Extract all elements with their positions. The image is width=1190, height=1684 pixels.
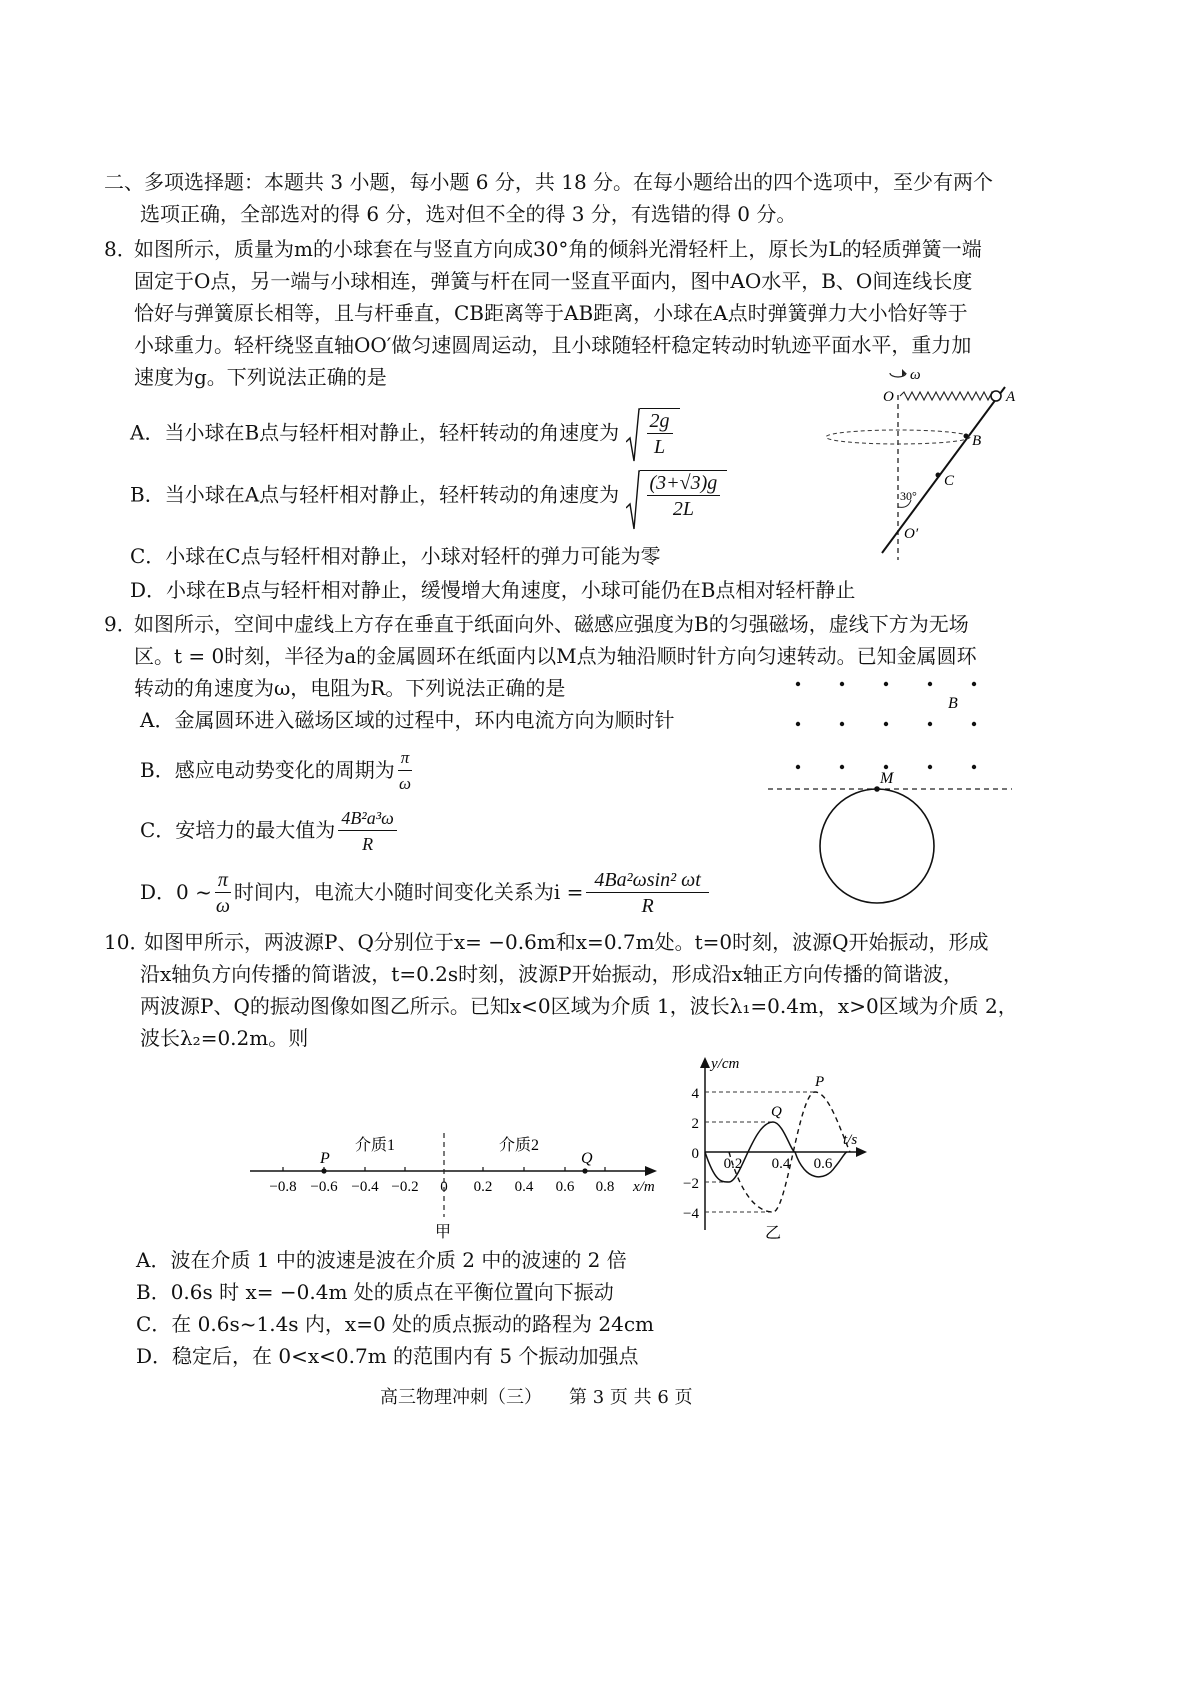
q8-figure [820, 355, 1050, 565]
page-footer: 高三物理冲刺（三） 第 3 页 共 6 页 [380, 1387, 693, 1408]
label-o: O [883, 389, 894, 405]
y-axis-arrow-icon [700, 1057, 710, 1068]
label-c: C [944, 473, 955, 489]
q9-option-c-text: C．安培力的最大值为 [140, 818, 336, 842]
spring [900, 392, 1000, 400]
q9-option-a: A．金属圆环进入磁场区域的过程中，环内电流方向为顺时针 [140, 708, 675, 732]
y-axis-unit: y/cm [711, 1056, 740, 1072]
slanted-rod [882, 387, 1005, 553]
q8-stem-line: 固定于O点，另一端与小球相连，弹簧与杆在同一竖直平面内，图中AO水平，B、O间连线长度 [134, 269, 973, 293]
label-o-prime: O′ [904, 526, 919, 542]
q10-stem-line: 两波源P、Q的振动图像如图乙所示。已知x<0区域为介质 1，波长λ₁=0.4m，x>0区域为介质 2， [140, 994, 1018, 1018]
q9-stem-line: 区。t = 0时刻，半径为a的金属圆环在纸面内以M点为轴沿顺时针方向匀速转动。已知金属圆环 [134, 644, 977, 668]
y-tick: 4 [691, 1086, 699, 1102]
q10-option-d: D．稳定后，在 0<x<0.7m 的范围内有 5 个振动加强点 [136, 1344, 639, 1368]
q10-number: 10． [104, 930, 150, 954]
q9-option-d-pre: D．0 ~ [140, 880, 212, 904]
q8-option-b [130, 470, 727, 522]
point-b [964, 434, 969, 439]
radical-sign [626, 470, 640, 530]
q10-stem-line: 沿x轴负方向传播的简谐波，t=0.2s时刻，波源P开始振动，形成沿x轴正方向传播的简谐波， [140, 962, 963, 986]
tick-label: 0.2 [473, 1179, 493, 1195]
t-axis-unit: t/s [843, 1132, 858, 1148]
tick-label: −0.2 [391, 1179, 419, 1195]
q8-option-c: C．小球在C点与轻杆相对静止，小球对轻杆的弹力可能为零 [130, 544, 661, 568]
q9-stem-line: 转动的角速度为ω，电阻为R。下列说法正确的是 [134, 676, 566, 700]
label-q: Q [581, 1150, 593, 1167]
omega-label: ω [910, 367, 921, 383]
q9-option-c-num: 4B²a³ω [338, 806, 397, 831]
q8-option-a [130, 408, 680, 460]
metal-ring [820, 789, 934, 903]
y-tick: −4 [683, 1206, 699, 1222]
q9-option-d-den: R [641, 895, 654, 917]
q9-option-b-num: π [398, 746, 413, 771]
label-a: A [1006, 389, 1016, 405]
source-p [321, 1168, 326, 1173]
radical-sign [626, 408, 640, 462]
x-axis-arrow-icon [645, 1166, 657, 1176]
q9-option-d-num: 4Ba²ωsin² ωt [586, 868, 708, 893]
tick-label: −0.8 [269, 1179, 297, 1195]
label-medium-1: 介质1 [355, 1137, 396, 1154]
tick-label: 0 [440, 1179, 448, 1195]
label-q: Q [771, 1104, 782, 1120]
q8-option-d: D．小球在B点与轻杆相对静止，缓慢增大角速度，小球可能仍在B点相对轻杆静止 [130, 578, 856, 602]
q9-option-d-t-num: π [215, 868, 231, 893]
q8-option-a-sqrt [626, 408, 680, 460]
q9-option-d-t-den: ω [215, 895, 230, 917]
section-title-line1: 二、多项选择题：本题共 3 小题，每小题 6 分，共 18 分。在每小题给出的四个选项中，至少有两个 [104, 170, 994, 194]
angle-label: 30° [900, 489, 917, 503]
label-p: P [320, 1150, 330, 1167]
q8-stem-line: 小球重力。轻杆绕竖直轴OO′做匀速圆周运动，且小球随轻杆稳定转动时轨迹平面水平，重力加 [134, 333, 972, 357]
y-tick: 0 [691, 1146, 699, 1162]
q9-option-c-den: R [362, 834, 374, 854]
q10-figure-yi [665, 1052, 880, 1244]
ball [991, 391, 1001, 401]
figure-caption-yi: 乙 [765, 1225, 782, 1242]
tick-label: 0.8 [595, 1179, 615, 1195]
label-medium-2: 介质2 [499, 1137, 540, 1154]
q10-option-b: B．0.6s 时 x= −0.4m 处的质点在平衡位置向下振动 [136, 1280, 614, 1304]
tick-label: −0.6 [310, 1179, 338, 1195]
label-b: B [948, 695, 958, 712]
q9-option-d [140, 868, 712, 919]
label-b: B [972, 433, 982, 449]
y-tick: −2 [683, 1176, 699, 1192]
t-tick: 0.2 [723, 1156, 743, 1172]
section-title-line2: 选项正确，全部选对的得 6 分，选对但不全的得 3 分，有选错的得 0 分。 [140, 202, 797, 226]
y-tick: 2 [691, 1116, 699, 1132]
q9-option-b-text: B．感应电动势变化的周期为 [140, 758, 395, 782]
tick-label: 0.6 [555, 1179, 575, 1195]
figure-caption-jia: 甲 [435, 1224, 452, 1241]
q9-number: 9． [104, 612, 137, 636]
q8-option-b-sqrt [626, 470, 728, 522]
tick-label: −0.4 [351, 1179, 379, 1195]
q10-stem-line: 波长λ₂=0.2m。则 [140, 1026, 309, 1050]
q8-stem-line: 如图所示，质量为m的小球套在与竖直方向成30°角的倾斜光滑轻杆上，原长为L的轻质弹簧一端 [134, 237, 982, 261]
q9-option-c [140, 806, 400, 857]
t-axis-arrow-icon [856, 1147, 867, 1157]
q8-option-b-den: 2L [672, 498, 694, 520]
t-tick: 0.6 [813, 1156, 833, 1172]
source-q [582, 1168, 587, 1173]
q8-number: 8． [104, 237, 137, 261]
q9-option-b-den: ω [398, 774, 411, 793]
q9-option-b [140, 746, 415, 797]
q8-option-a-text: A．当小球在B点与轻杆相对静止，轻杆转动的角速度为 [130, 420, 620, 445]
q10-option-c: C．在 0.6s~1.4s 内，x=0 处的质点振动的路程为 24cm [136, 1312, 655, 1336]
q9-figure [760, 672, 1020, 912]
q8-option-a-num: 2g [647, 409, 673, 434]
q9-option-d-mid: 时间内，电流大小随时间变化关系为i = [233, 880, 584, 904]
label-m: M [880, 770, 894, 787]
x-axis-unit: x/m [633, 1179, 655, 1195]
q10-option-a: A．波在介质 1 中的波速是波在介质 2 中的波速的 2 倍 [136, 1248, 627, 1272]
q8-stem-line: 恰好与弹簧原长相等，且与杆垂直，CB距离等于AB距离，小球在A点时弹簧弹力大小恰好等于 [134, 301, 968, 325]
point-c [936, 473, 941, 478]
point-m [874, 786, 880, 792]
label-p: P [815, 1074, 825, 1090]
t-tick: 0.4 [771, 1156, 791, 1172]
q10-stem-line: 如图甲所示，两波源P、Q分别位于x= −0.6m和x=0.7m处。t=0时刻，波源Q开始振动，形成 [144, 930, 989, 954]
tick-label: 0.4 [514, 1179, 534, 1195]
q8-option-b-num: (3+√3)g [647, 471, 721, 496]
q8-option-a-den: L [653, 436, 666, 458]
q9-stem-line: 如图所示，空间中虚线上方存在垂直于纸面向外、磁感应强度为B的匀强磁场，虚线下方为无场 [134, 612, 969, 636]
q8-stem-line: 速度为g。下列说法正确的是 [134, 365, 387, 389]
q8-option-b-text: B．当小球在A点与轻杆相对静止，轻杆转动的角速度为 [130, 482, 620, 507]
q10-figure-jia [245, 1125, 675, 1245]
